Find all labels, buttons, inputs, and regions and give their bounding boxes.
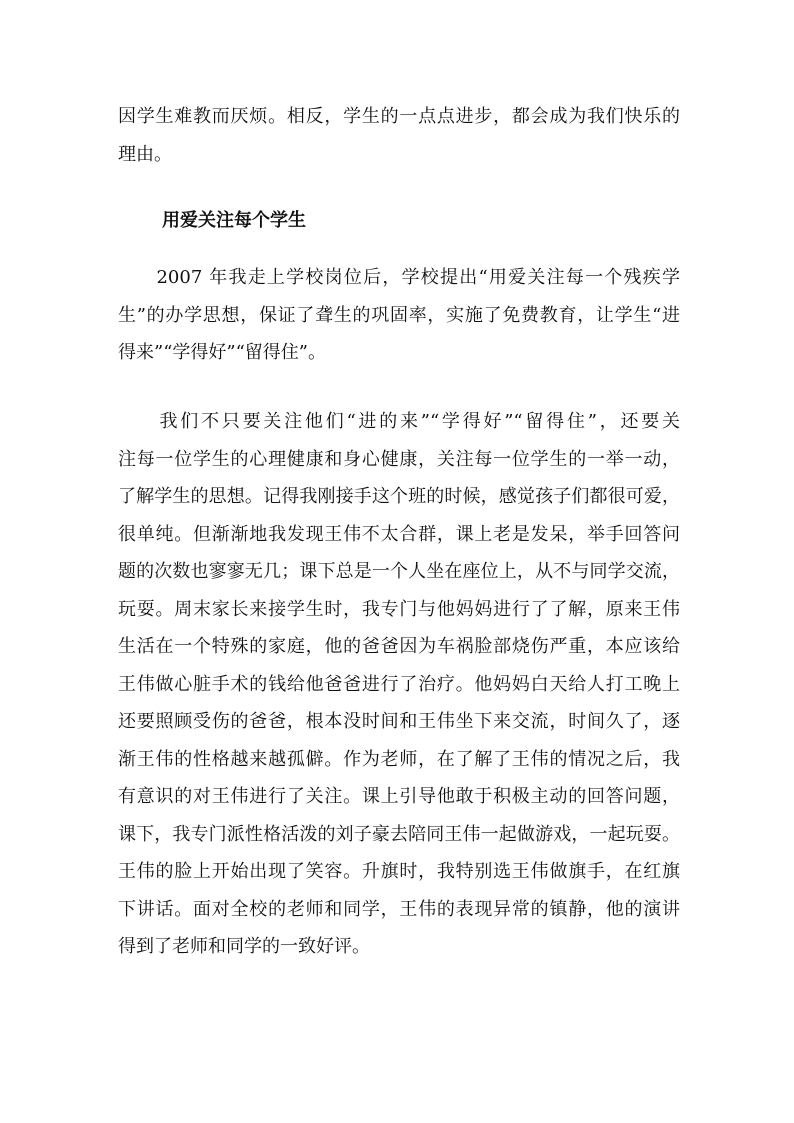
paragraph-school-policy xyxy=(118,259,680,372)
text-line: 还要照顾受伤的爸爸，根本没时间和王伟坐下来交流，时间久了，逐 xyxy=(118,711,680,732)
text-line: 下讲话。面对全校的老师和同学，王伟的表现异常的镇静，他的演讲 xyxy=(118,898,680,920)
text-line: 2007 年我走上学校岗位后，学校提出“用爱关注每一个残疾学 xyxy=(118,267,680,288)
text-line: 生”的办学思想，保证了聋生的巩固率，实施了免费教育，让学生“进 xyxy=(118,304,680,326)
text-line: 玩耍。周末家长来接学生时，我专门与他妈妈进行了了解，原来王伟 xyxy=(118,598,680,620)
text-line: 注每一位学生的心理健康和身心健康，关注每一位学生的一举一动， xyxy=(118,448,680,470)
text-line: 我们不只要关注他们“进的来”“学得好”“留得住”，还要关 xyxy=(118,411,680,432)
paragraph-intro xyxy=(118,98,680,173)
text-line: 生活在一个特殊的家庭，他的爸爸因为车祸脸部烧伤严重，本应该给 xyxy=(118,636,680,657)
text-line: 了解学生的思想。记得我刚接手这个班的时候，感觉孩子们都很可爱， xyxy=(118,486,680,507)
text-line: 因学生难教而厌烦。相反，学生的一点点进步，都会成为我们快乐的 xyxy=(118,106,680,127)
text-line: 有意识的对王伟进行了关注。课上引导他敢于积极主动的回答问题， xyxy=(118,786,680,807)
text-line: 理由。 xyxy=(118,143,172,165)
text-line: 课下，我专门派性格活泼的刘子豪去陪同王伟一起做游戏，一起玩耍。 xyxy=(118,823,680,845)
text-line: 题的次数也寥寥无几；课下总是一个人坐在座位上，从不与同学交流， xyxy=(118,561,680,582)
text-line: 王伟做心脏手术的钱给他爸爸进行了治疗。他妈妈白天给人打工晚上 xyxy=(118,673,680,695)
section-heading: 用爱关注每个学生 xyxy=(162,210,306,231)
text-line: 得来”“学得好”“留得住”。 xyxy=(118,342,327,363)
paragraph-wang-wei-story xyxy=(118,403,680,966)
text-line: 王伟的脸上开始出现了笑容。升旗时，我特别选王伟做旗手，在红旗 xyxy=(118,861,680,882)
text-line: 很单纯。但渐渐地我发现王伟不太合群，课上老是发呆，举手回答问 xyxy=(118,523,680,545)
text-line: 渐王伟的性格越来越孤僻。作为老师，在了解了王伟的情况之后，我 xyxy=(118,748,680,770)
text-line: 得到了老师和同学的一致好评。 xyxy=(118,936,370,957)
